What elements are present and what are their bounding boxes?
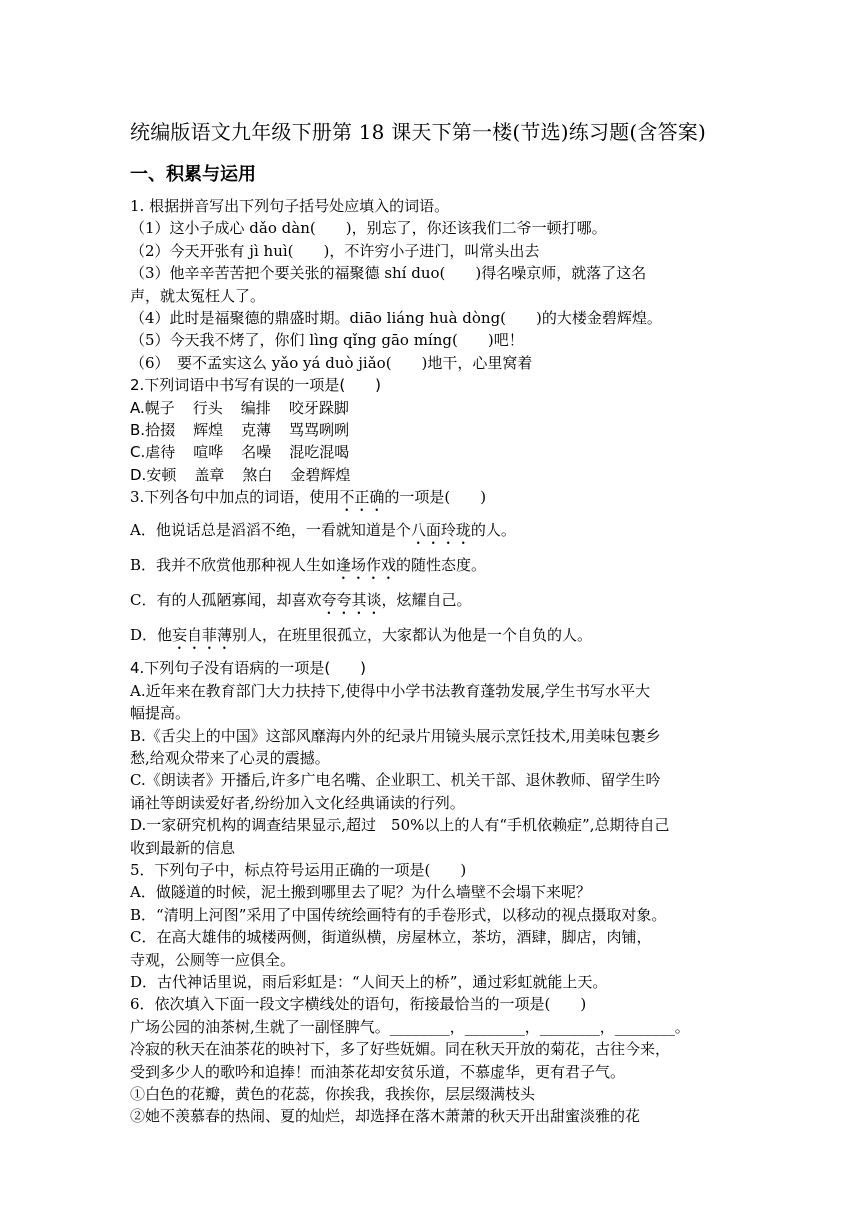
option-text: ，炫耀自己。 [381, 591, 472, 610]
q4-line: 幅提高。 [130, 704, 191, 723]
word: 盖章 [194, 465, 225, 484]
word: 编排 [240, 398, 271, 417]
option-text: C．有的人孤陋寡闻，却喜欢 [130, 591, 322, 610]
q6-line: 受到多少人的歌吟和追捧！而油茶花却安贫乐道，不慕虚华，更有君子气。 [130, 1062, 626, 1081]
q1-item: （5）今天我不烤了，你们 lìng qǐng gāo míng( )吧！ [130, 331, 524, 350]
option-label: A. [130, 398, 145, 417]
q6-line: 冷寂的秋天在油茶花的映衬下，多了好些妩媚。同在秋天开放的菊花，古往今来， [130, 1040, 671, 1059]
section-heading: 一、积累与运用 [130, 164, 256, 185]
document-title: 统编版语文九年级下册第 18 课天下第一楼(节选)练习题(含答案) [130, 120, 706, 144]
q5-line: B．“清明上河图”采用了中国传统绘画特有的手卷形式，以移动的视点摄取对象。 [130, 905, 667, 924]
q2-option [130, 441, 740, 463]
q6-option: ②她不羡慕春的热闹、夏的灿烂，却选择在落木萧萧的秋天开出甜蜜淡雅的花 [130, 1107, 641, 1126]
q4-stem: 4.下列句子没有语病的一项是( ) [130, 659, 367, 678]
word: 混吃混喝 [289, 443, 350, 462]
word: 煞白 [242, 465, 273, 484]
option-text: D．他 [130, 626, 173, 645]
q3-option [130, 519, 740, 548]
q4-line: 诵社等朗读爱好者,纷纷加入文化经典诵读的行列。 [130, 793, 465, 812]
q6-option: ①白色的花瓣，黄色的花蕊，你挨我，我挨你，层层缀满枝头 [130, 1085, 536, 1103]
word: 名噪 [241, 443, 272, 462]
document-body [130, 195, 740, 1128]
q3-stem [130, 486, 740, 515]
emphasized-word: 八面玲珑 [410, 521, 471, 540]
stem-text: 3.下列各句中加点的词语，使用 [130, 488, 340, 507]
option-text: 别人，在班里很孤立，大家都认为他是一个自负的人。 [232, 626, 593, 645]
word: 行头 [192, 398, 223, 417]
option-label: C. [130, 443, 146, 462]
q5-line: C．在高大雄伟的城楼两侧，街道纵横，房屋林立，茶坊，酒肆，脚店，肉铺， [130, 928, 652, 947]
option-label: B. [130, 421, 146, 440]
option-label: D. [130, 465, 147, 484]
emphasized-word: 逢场作戏 [336, 556, 397, 575]
emphasized-word: 夸夸其谈 [321, 591, 382, 610]
option-text: A．他说话总是滔滔不绝，一看就知道是个 [130, 521, 411, 540]
q1-item: （6） 要不孟实这么 yǎo yá duò jiǎo( )地干，心里窝着 [130, 353, 533, 372]
word: 喧哗 [193, 443, 224, 462]
q6-stem: 6．依次填入下面一段文字横线处的语句，衔接最恰当的一项是( ) [130, 995, 587, 1014]
q5-line: 寺观，公厕等一应俱全。 [130, 950, 296, 969]
q4-line: 收到最新的信息 [130, 838, 236, 857]
q5-line: A．做隧道的时候，泥土搬到哪里去了呢？为什么墙壁不会塌下来呢？ [130, 883, 591, 902]
word: 克薄 [241, 421, 272, 440]
q4-line: 愁,给观众带来了心灵的震撼。 [130, 748, 330, 767]
q4-line: B.《舌尖上的中国》这部风靡海内外的纪录片用镜头展示烹饪技术,用美味包裹乡 [130, 726, 661, 745]
word: 金碧辉煌 [290, 465, 351, 484]
q4-line: D.一家研究机构的调查结果显示,超过 50%以上的人有“手机依赖症”,总期待自己 [130, 816, 670, 835]
q1-item: （3）他辛辛苦苦把个要关张的福聚德 shí duo( )得名噪京师，就落了这名 [130, 264, 647, 283]
emphasized-word: 妄自菲薄 [172, 626, 233, 645]
option-text: 的随性态度。 [396, 556, 487, 575]
q4-line: A.近年来在教育部门大力扶持下,使得中小学书法教育蓬勃发展,学生书写水平大 [130, 681, 651, 700]
word: 安顿 [146, 465, 177, 484]
q1-stem: 1. 根据拼音写出下列句子括号处应填入的词语。 [130, 197, 450, 215]
q4-line: C.《朗读者》开播后,许多广电名嘴、企业职工、机关干部、退休教师、留学生吟 [130, 771, 661, 790]
emphasized-text: 不正确 [339, 488, 385, 507]
option-text: 的人。 [470, 521, 516, 540]
q1-item: （1）这小子成心 dǎo dàn( )，别忘了，你还该我们二爷一顿打哪。 [130, 219, 607, 238]
word: 拾掇 [145, 421, 176, 440]
q2-option [130, 464, 740, 486]
q2-option [130, 397, 740, 419]
q3-option [130, 554, 740, 583]
q1-item: （2）今天开张有 jì huì( )，不许穷小子进门，叫常头出去 [130, 241, 540, 260]
option-text: B．我并不欣赏他那种视人生如 [130, 556, 337, 575]
word: 虐待 [145, 443, 176, 462]
q2-option [130, 419, 740, 441]
word: 辉煌 [193, 421, 224, 440]
q1-item: （4）此时是福聚德的鼎盛时期。diāo liáng huà dòng( )的大楼金碧辉煌。 [130, 309, 662, 328]
q1-item: 声，就太冤枉人了。 [130, 286, 266, 305]
q2-stem: 2.下列词语中书写有误的一项是( ) [130, 376, 382, 395]
q3-option [130, 589, 740, 618]
word: 骂骂咧咧 [289, 421, 350, 440]
q5-line: D．古代神话里说，雨后彩虹是：“人间天上的桥”，通过彩虹就能上天。 [130, 972, 608, 991]
word: 幌子 [144, 398, 175, 417]
stem-text: 的一项是( ) [384, 488, 487, 507]
word: 咬牙跺脚 [288, 398, 349, 417]
q6-line: 广场公园的油茶树,生就了一副怪脾气。________，________，________，________。 [130, 1017, 690, 1036]
q3-option [130, 624, 740, 653]
q5-stem: 5．下列句子中，标点符号运用正确的一项是( ) [130, 860, 467, 879]
